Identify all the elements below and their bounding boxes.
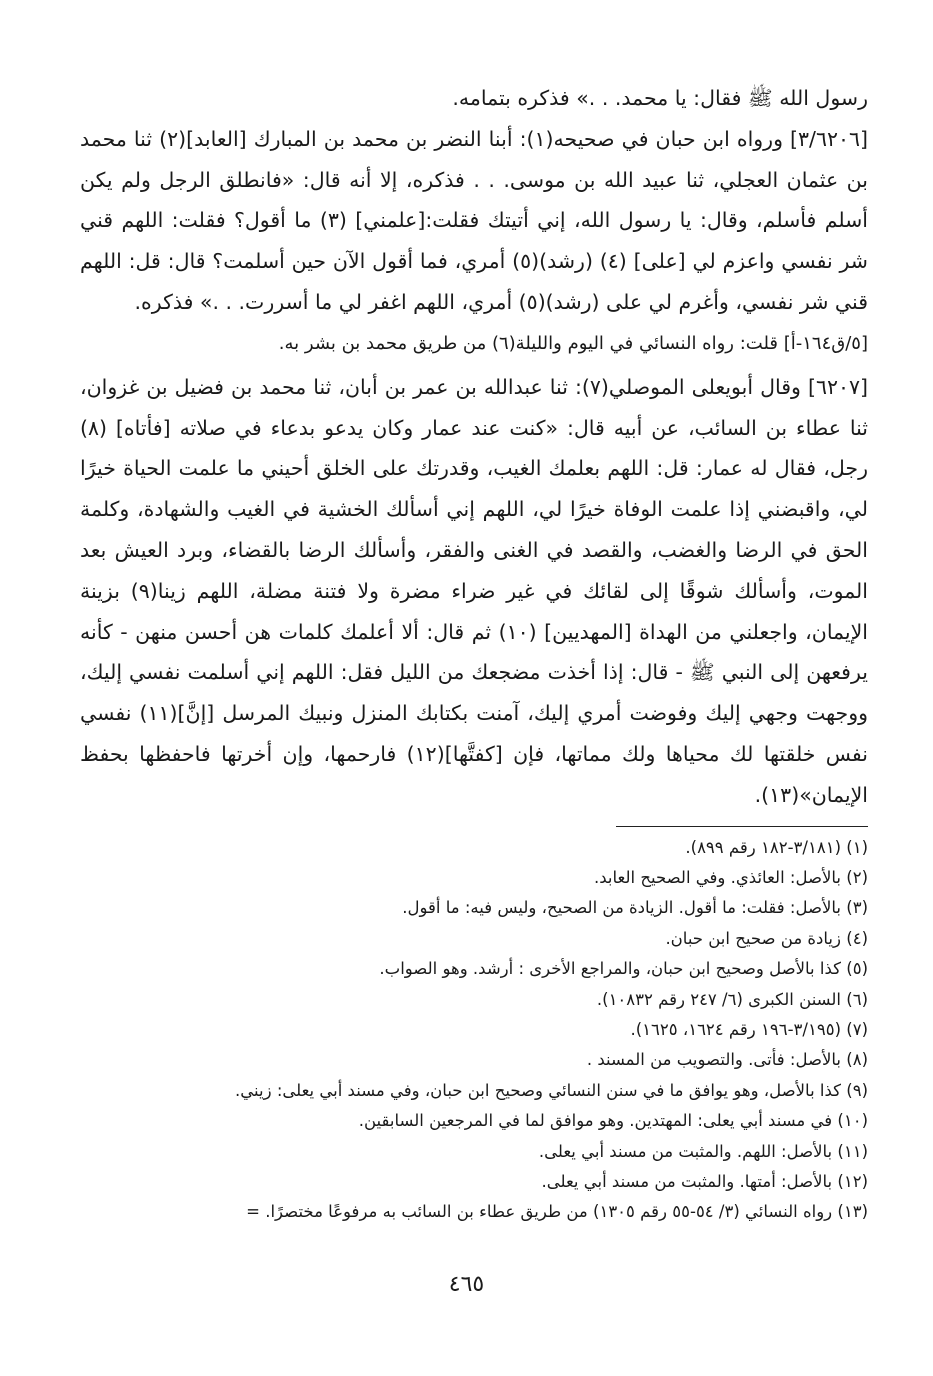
- footnote-6: (٦) السنن الكبرى (٦/ ٢٤٧ رقم ١٠٨٣٢).: [596, 989, 868, 1009]
- footnote-2: (٢) بالأصل: العائذي. وفي الصحيح العابد.: [594, 867, 868, 887]
- footnote-4: (٤) زيادة من صحيح ابن حبان.: [665, 928, 868, 948]
- main-text: [80, 78, 868, 323]
- paragraph-6206: [٣/٦٢٠٦] ورواه ابن حبان في صحيحه(١): أبنا النضر بن محمد بن المبارك [العابد](٢) ثنا محمد بن عثمان العجلي، ثنا عبيد الله بن موسى. . . فذكره، إلا أنه قال: «فانطلق الرجل ولم يكن أسلم فأسلم، وقال: يا رسول الله، إني أتيتك فقلت:[علمني] (٣) ما أقول؟ فقلت: اللهم قني شر نفسي واعزم لي [على] (٤) (رشد)(٥) أمري، فما أقول الآن حين أسلمت؟ قال: قل: اللهم قني شر نفسي، وأغرم لي على (رشد)(٥) أمري، اللهم اغفر لي ما أسررت. . .» فذكره.: [80, 126, 868, 314]
- footnote-10: (١٠) في مسند أبي يعلى: المهتدين. وهو موافق لما في المرجعين السابقين.: [358, 1111, 868, 1131]
- footnote-8: (٨) بالأصل: فأتى. والتصويب من المسند .: [586, 1050, 868, 1070]
- paragraph-6207: [٦٢٠٧] وقال أبويعلى الموصلي(٧): ثنا عبدالله بن عمر بن أبان، ثنا محمد بن فضيل بن غزوان، ثنا عطاء بن السائب، عن أبيه قال: «كنت عند عمار وكان يدعو بدعاء في صلاته [فأتاه] (٨) رجل، فقال له عمار: قل: اللهم بعلمك الغيب، وقدرتك على الخلق أحيني ما علمت الحياة خيرًا لي، واقبضني إذا علمت الوفاة خيرًا لي، اللهم إني أسألك الخشية في الغيب والشهادة، وكلمة الحق في الرضا والغضب، والقصد في الغنى والفقر، وأسألك الرضا بالقضاء، وبرد العيش بعد الموت، وأسألك شوقًا إلى لقائك في غير ضراء مضرة ولا فتنة مضلة، اللهم زينا(٩) بزينة الإيمان، واجعلني من الهداة [المهديين] (١٠) ثم قال: ألا أعلمك كلمات هن أحسن منهن - كأنه يرفعهن إلى النبي ﷺ - قال: إذا أخذت مضجعك من الليل فقل: اللهم إني أسلمت نفسي إليك، ووجهت وجهي إليك وفوضت أمري إليك، آمنت بكتابك المنزل ونبيك المرسل [إنَّ](١١) نفسي نفس خلقتها لك محياها ولك مماتها، فإن [كفتَّها](١٢) فارحمها، وإن أخرتها فاحفظها بحفظ الإيمان»(١٣).: [80, 374, 869, 807]
- main-text-continued: [80, 367, 868, 816]
- page-content: [80, 78, 868, 1228]
- footnote-12: (١٢) بالأصل: أمتها. والمثبت من مسند أبي يعلى.: [541, 1172, 868, 1192]
- page-number: ٤٦٥: [448, 1272, 485, 1297]
- footnote-11: (١١) بالأصل: اللهم. والمثبت من مسند أبي يعلى.: [538, 1141, 868, 1161]
- footnote-7: (٧) (٣/١٩٥-١٩٦ رقم ١٦٢٤، ١٦٢٥).: [630, 1019, 868, 1039]
- footnote-13: (١٣) رواه النسائي (٣/ ٥٤-٥٥ رقم ١٣٠٥) من طريق عطاء بن السائب به مرفوعًا مختصرًا. =: [246, 1202, 868, 1222]
- footnote-1: (١) (٣/١٨١-١٨٢ رقم ٨٩٩).: [685, 837, 868, 857]
- footnote-5: (٥) كذا بالأصل وصحيح ابن حبان، والمراجع الأخرى : أرشد. وهو الصواب.: [379, 959, 868, 979]
- footnote-separator: [616, 826, 868, 827]
- margin-reference-note: [٥/ق١٦٤-أ] قلت: رواه النسائي في اليوم والليلة(٦) من طريق محمد بن بشر به.: [278, 332, 868, 354]
- footnote-3: (٣) بالأصل: فقلت: ما أقول. الزيادة من الصحيح، وليس فيه: ما أقول.: [402, 898, 868, 918]
- footnotes: [80, 833, 868, 1228]
- paragraph-opening: رسول الله ﷺ فقال: يا محمد. . .» فذكره بتمامه.: [452, 86, 868, 110]
- footnote-9: (٩) كذا بالأصل، وهو يوافق ما في سنن النسائي وصحيح ابن حبان، وفي مسند أبي يعلى: زيني.: [235, 1080, 868, 1100]
